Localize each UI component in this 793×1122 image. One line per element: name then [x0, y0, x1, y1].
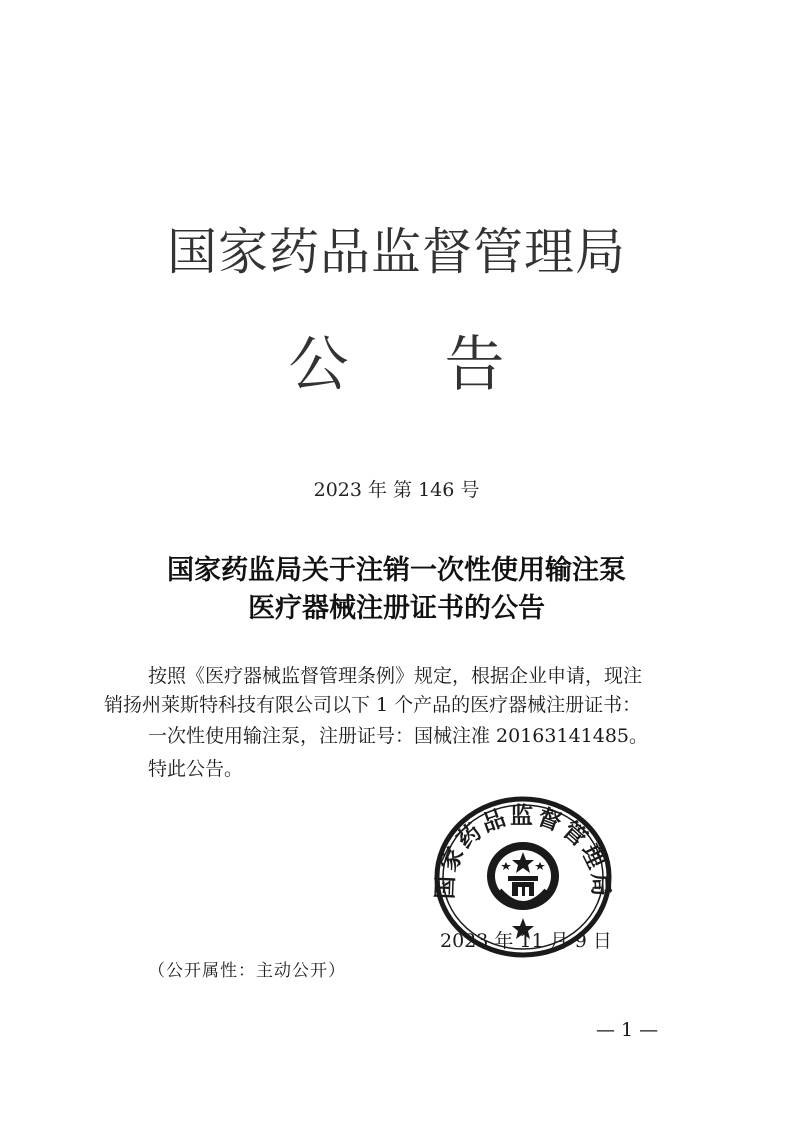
national-emblem-icon [487, 842, 559, 910]
body-closing-sentence: 特此公告。 [148, 758, 244, 780]
signature-date: 2023 年 11 月 9 日 [440, 930, 612, 952]
document-kind-char-1: 公 [288, 330, 349, 400]
announcement-heading-line-2: 医疗器械注册证书的公告 [248, 593, 545, 624]
seal-ring-lettering: 国家药品监督管理局 [431, 801, 615, 900]
body-paragraph-2: 一次性使用输注泵，注册证号：国械注准 20163141485。 [148, 725, 649, 747]
announcement-heading-line-1: 国家药监局关于注销一次性使用输注泵 [167, 555, 626, 586]
document-kind-char-2: 告 [444, 330, 505, 400]
document-kind-title [0, 330, 793, 400]
agency-title: 国家药品监督管理局 [167, 223, 626, 281]
page-number: — 1 — [596, 1019, 659, 1041]
document-number: 2023 年 第 146 号 [313, 479, 480, 501]
disclosure-attribute: （公开属性：主动公开） [148, 961, 346, 981]
body-paragraph-1-line-2: 销扬州莱斯特科技有限公司以下 1 个产品的医疗器械注册证书： [104, 694, 642, 716]
body-paragraph-1-line-1: 按照《医疗器械监督管理条例》规定，根据企业申请，现注 [148, 665, 643, 687]
